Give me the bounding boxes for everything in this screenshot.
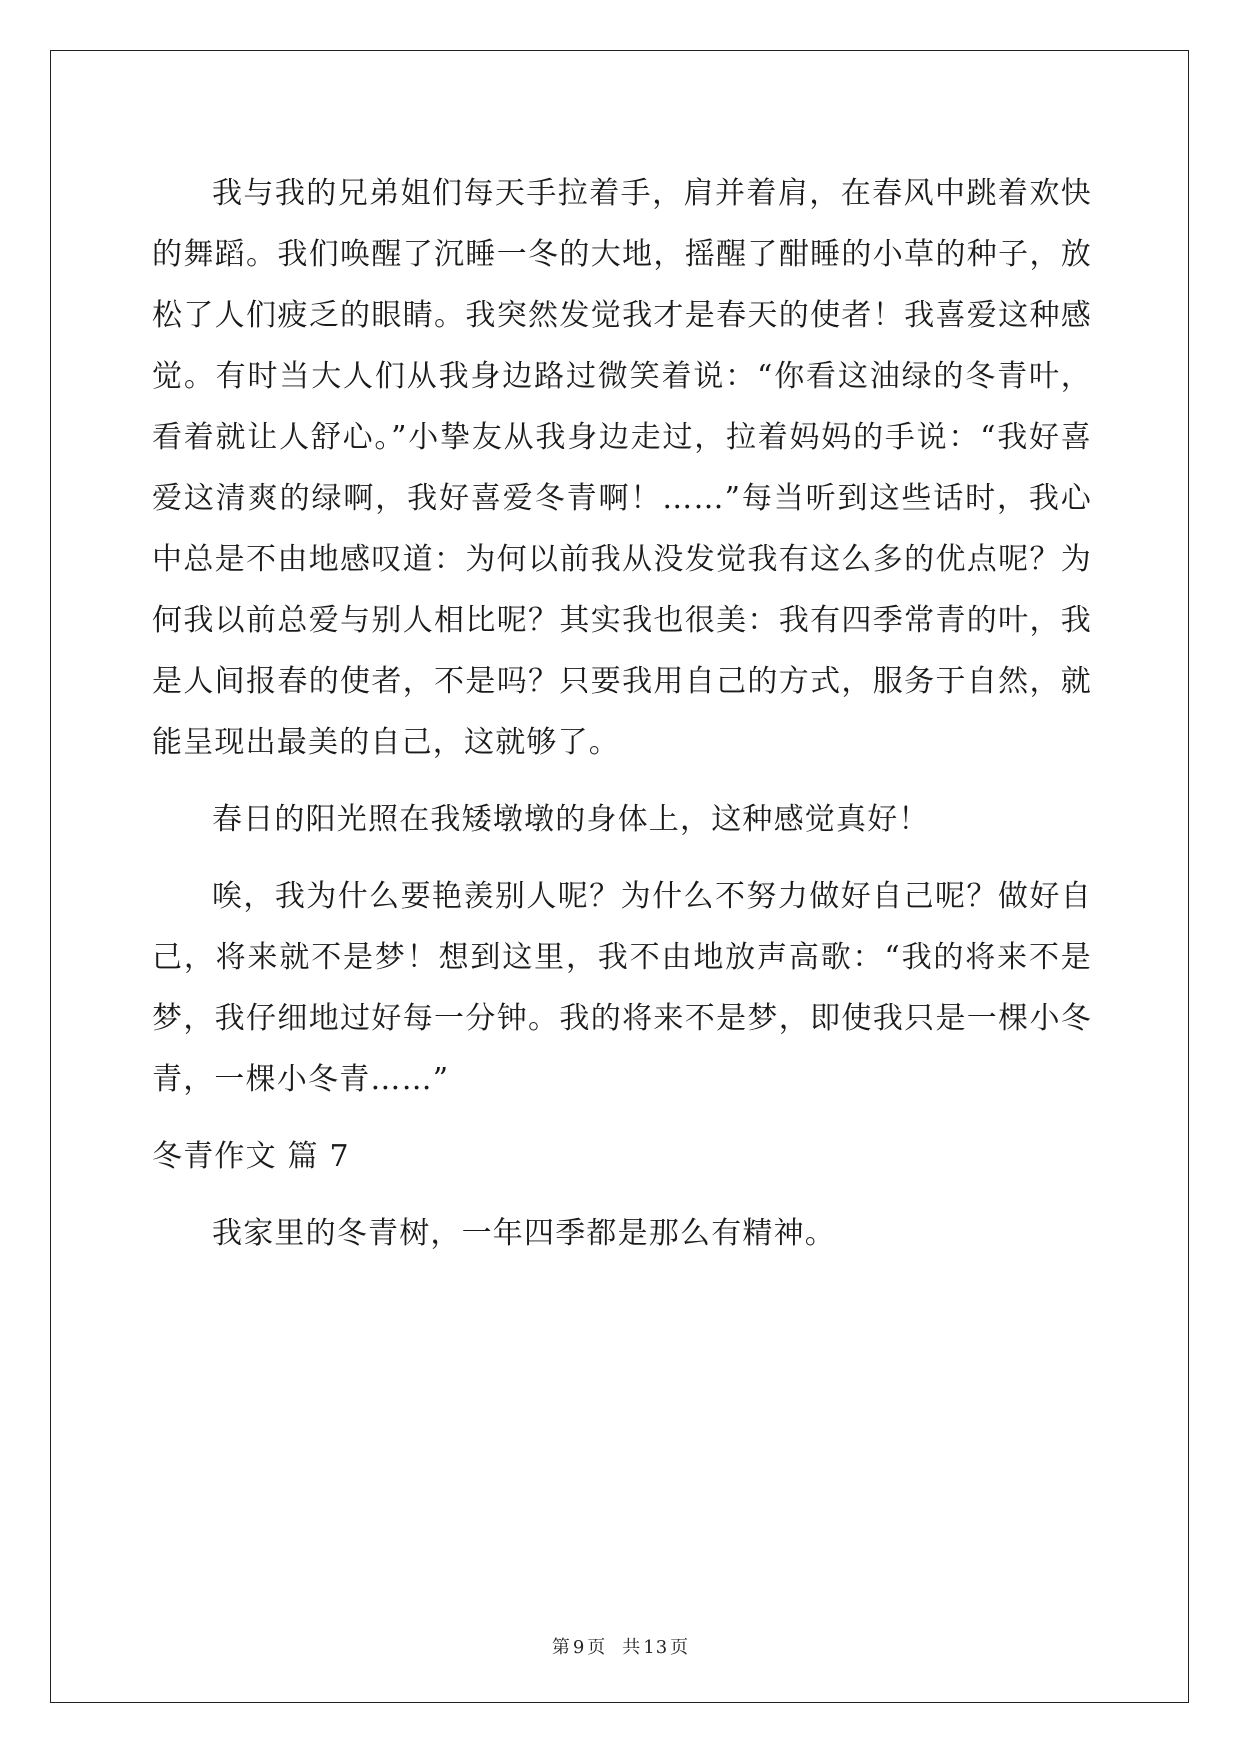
paragraph: 我与我的兄弟姐们每天手拉着手，肩并着肩，在春风中跳着欢快的舞蹈。我们唤醒了沉睡一冬的大地，摇醒了酣睡的小草的种子，放松了人们疲乏的眼睛。我突然发觉我才是春天的使者！我喜爱这种感觉。有时当大人们从我身边路过微笑着说：“你看这油绿的冬青叶，看着就让人舒心。”小挚友从我身边走过，拉着妈妈的手说：“我好喜爱这清爽的绿啊，我好喜爱冬青啊！……”每当听到这些话时，我心中总是不由地感叹道：为何以前我从没发觉我有这么多的优点呢？为何我以前总爱与别人相比呢？其实我也很美：我有四季常青的叶，我是人间报春的使者，不是吗？只要我用自己的方式，服务于自然，就能呈现出最美的自己，这就够了。 xyxy=(152,176,1092,760)
footer-total-pages: 13 xyxy=(643,1637,669,1658)
footer-total-prefix: 共 xyxy=(622,1637,642,1658)
section-heading: 冬青作文 篇 7 xyxy=(152,1139,350,1174)
paragraph: 唉，我为什么要艳羡别人呢？为什么不努力做好自己呢？做好自己，将来就不是梦！想到这里，我不由地放声高歌：“我的将来不是梦，我仔细地过好每一分钟。我的将来不是梦，即使我只是一棵小冬青，一棵小冬青……” xyxy=(152,879,1092,1097)
paragraph: 春日的阳光照在我矮墩墩的身体上，这种感觉真好！ xyxy=(212,802,930,837)
footer-page-prefix: 第 xyxy=(551,1637,571,1658)
footer-page-suffix: 页 xyxy=(587,1637,607,1658)
document-body xyxy=(152,163,1092,1264)
footer-total-suffix: 页 xyxy=(670,1637,690,1658)
page-footer xyxy=(0,1633,1241,1659)
footer-current-page: 9 xyxy=(572,1637,586,1658)
paragraph: 我家里的冬青树，一年四季都是那么有精神。 xyxy=(212,1216,836,1251)
